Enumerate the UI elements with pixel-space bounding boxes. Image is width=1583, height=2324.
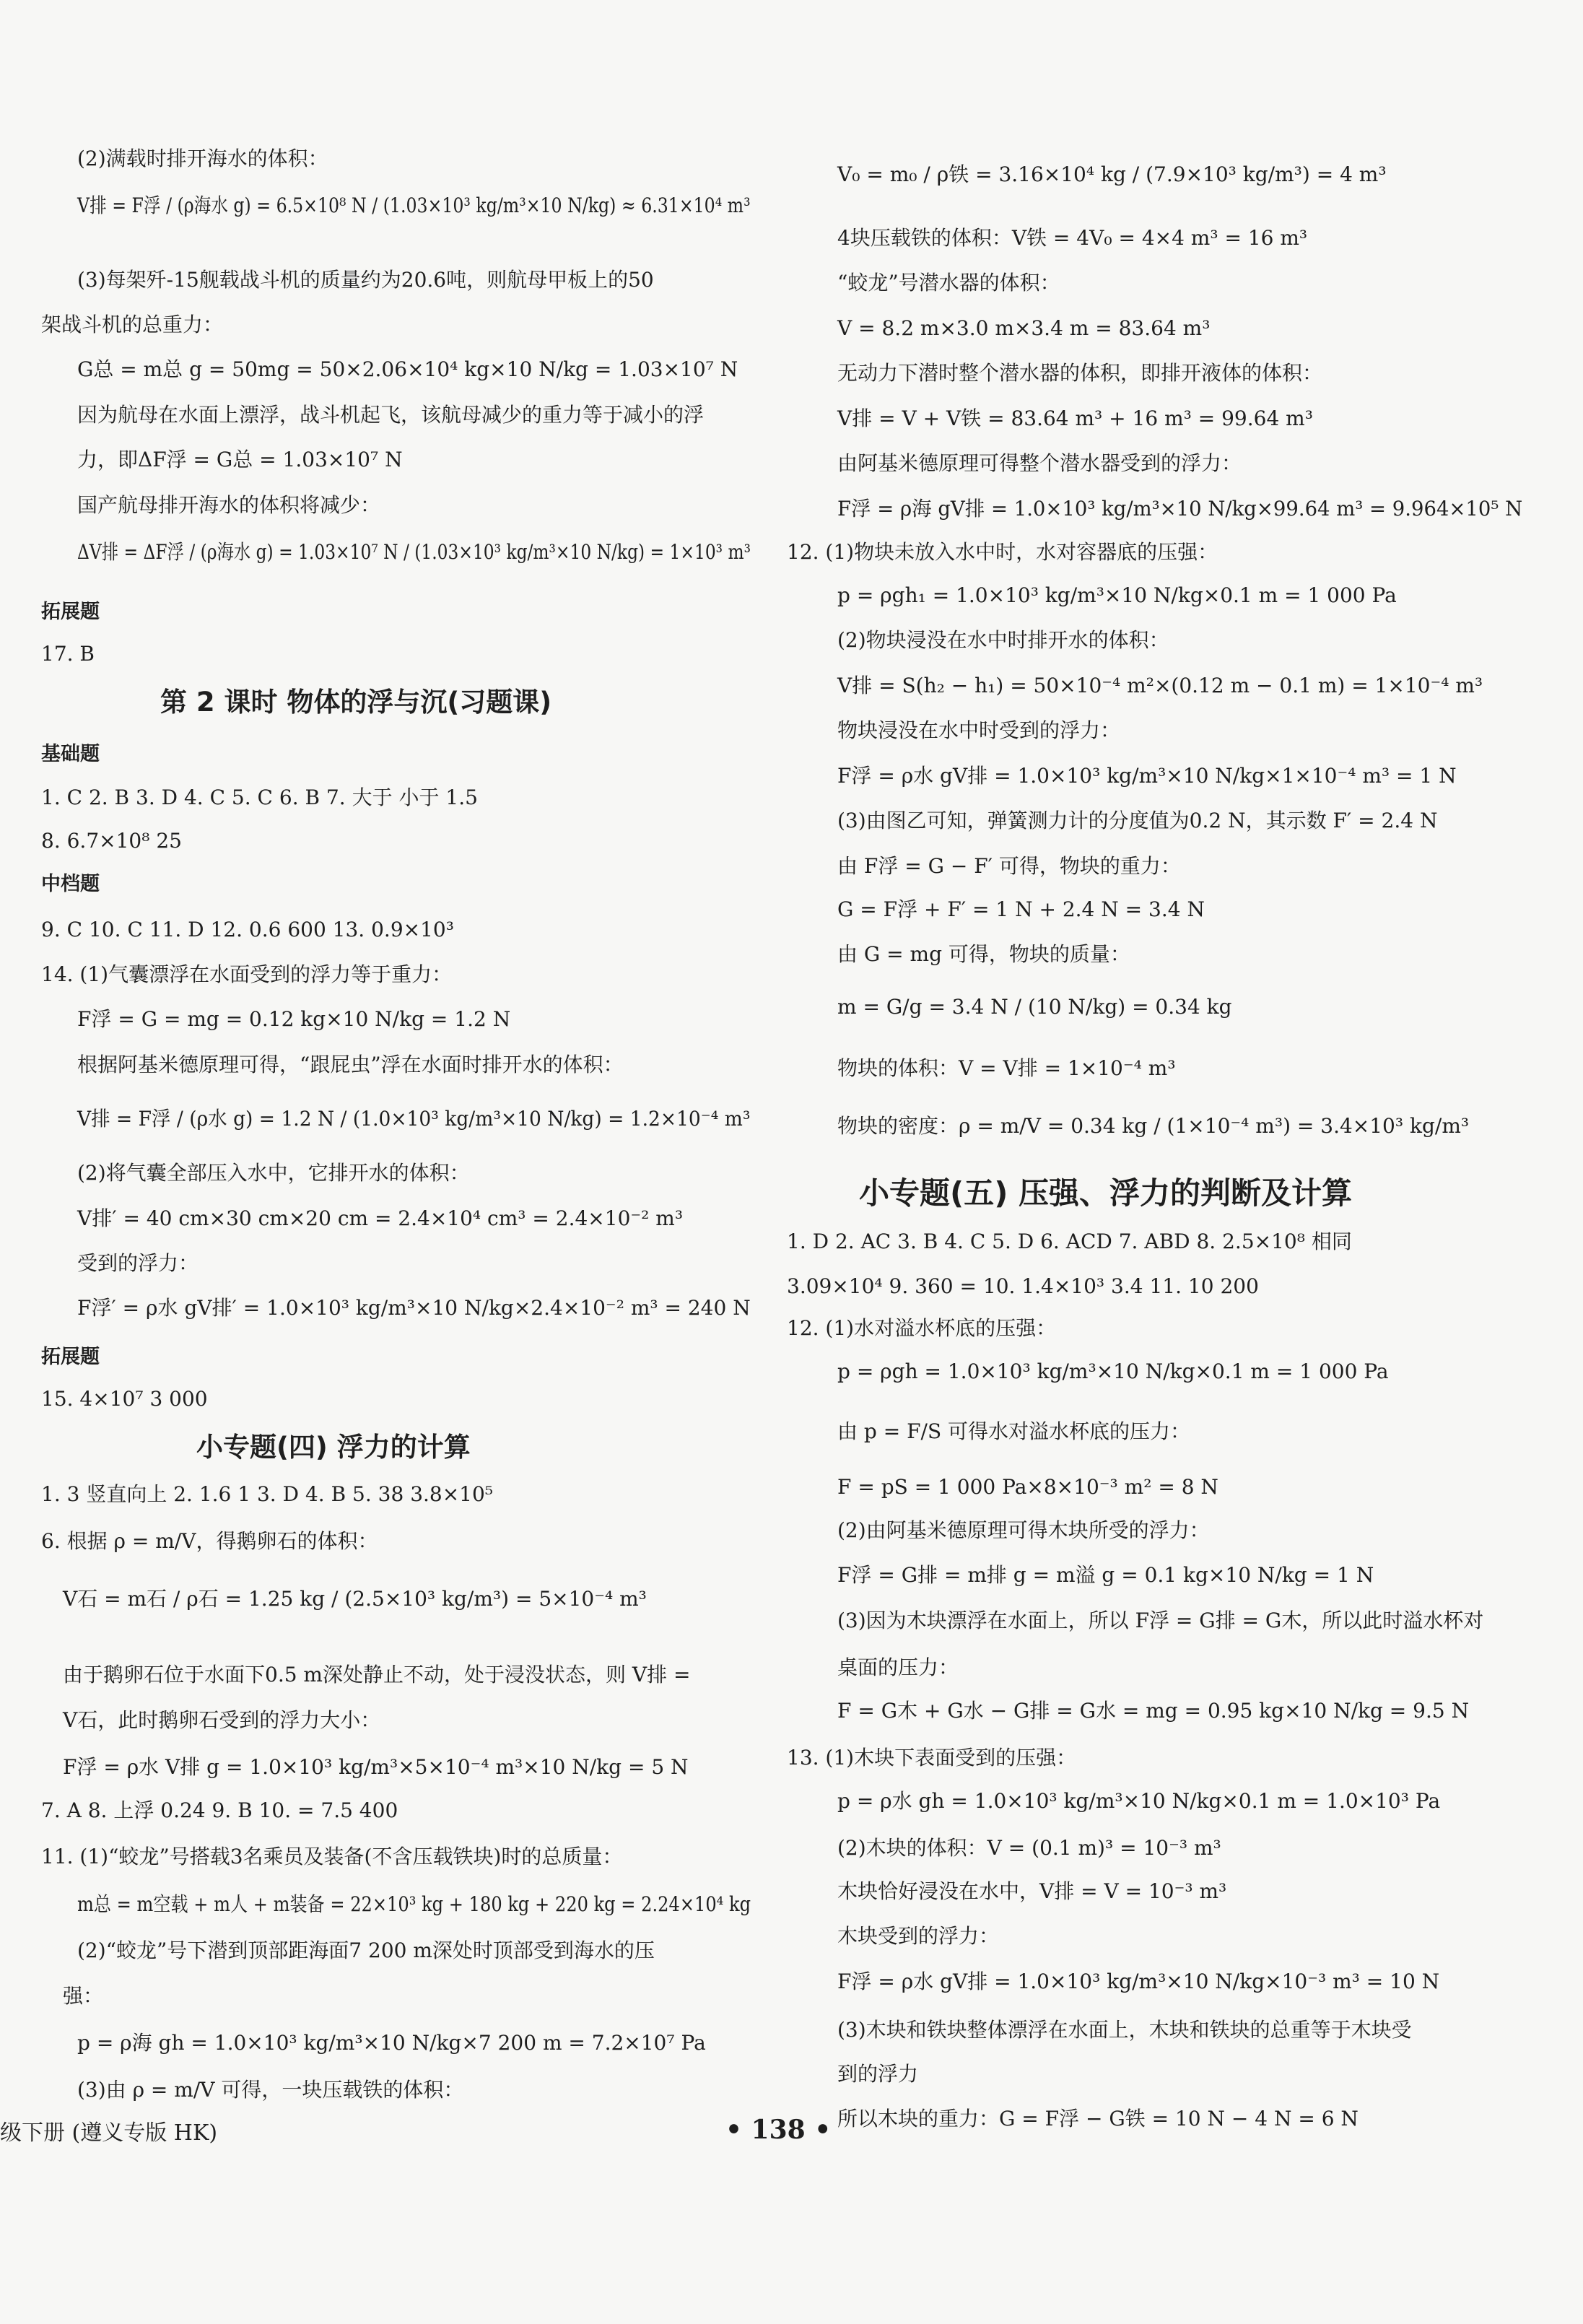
section-heading: 拓展题 bbox=[41, 601, 100, 623]
text-line: (2)将气囊全部压入水中，它排开水的体积： bbox=[77, 1161, 470, 1185]
answer-line: 17. B bbox=[41, 642, 95, 666]
text-line: F浮 = ρ水 gV排 = 1.0×10³ kg/m³×10 N/kg×1×10⁻⁴ m³ = 1 N bbox=[837, 764, 1457, 788]
text-line: 由于鹅卵石位于水面下0.5 m深处静止不动，处于浸没状态，则 V排 = bbox=[63, 1663, 691, 1687]
text-line: 4块压载铁的体积：V铁 = 4V₀ = 4×4 m³ = 16 m³ bbox=[837, 226, 1308, 250]
text-line: F浮′ = ρ水 gV排′ = 1.0×10³ kg/m³×10 N/kg×2.4×10⁻² m³ = 240 N bbox=[77, 1296, 751, 1320]
answer-line: 7. A 8. 上浮 0.24 9. B 10. = 7.5 400 bbox=[41, 1798, 398, 1822]
text-line: G = F浮 + F′ = 1 N + 2.4 N = 3.4 N bbox=[837, 897, 1205, 921]
text-line: 由 G = mg 可得，物块的质量： bbox=[837, 942, 1130, 966]
text-line: m总 = m空载 + m人 + m装备 = 22×10³ kg + 180 kg + 220 kg = 2.24×10⁴ kg bbox=[77, 1892, 751, 1916]
text-line: 12. (1)物块未放入水中时，水对容器底的压强： bbox=[787, 540, 1218, 564]
text-line: 13. (1)木块下表面受到的压强： bbox=[787, 1746, 1077, 1770]
page-number: • 138 • bbox=[725, 2115, 832, 2145]
text-line: V排 = V + V铁 = 83.64 m³ + 16 m³ = 99.64 m³ bbox=[837, 406, 1313, 430]
text-line: 物块的体积：V = V排 = 1×10⁻⁴ m³ bbox=[837, 1056, 1176, 1080]
text-line: 物块浸没在水中时受到的浮力： bbox=[837, 718, 1121, 742]
answer-line: 1. D 2. AC 3. B 4. C 5. D 6. ACD 7. ABD 8. 2.5×10⁸ 相同 bbox=[787, 1230, 1352, 1253]
text-line: 架战斗机的总重力： bbox=[41, 313, 224, 336]
text-line: 力，即ΔF浮 = G总 = 1.03×10⁷ N bbox=[77, 448, 403, 471]
right-column bbox=[772, 0, 1523, 2324]
section-heading: 基础题 bbox=[41, 743, 100, 765]
text-line: 国产航母排开海水的体积将减少： bbox=[77, 493, 381, 517]
text-line: 强： bbox=[63, 1984, 104, 2008]
text-line: 木块受到的浮力： bbox=[837, 1924, 1000, 1948]
text-line: 所以木块的重力：G = F浮 − G铁 = 10 N − 4 N = 6 N bbox=[837, 2107, 1359, 2131]
answer-line: 9. C 10. C 11. D 12. 0.6 600 13. 0.9×10³ bbox=[41, 918, 454, 941]
left-column bbox=[0, 0, 751, 2324]
text-line: 物块的密度：ρ = m/V = 0.34 kg / (1×10⁻⁴ m³) = 3.4×10³ kg/m³ bbox=[837, 1114, 1470, 1138]
text-line: 12. (1)水对溢水杯底的压强： bbox=[787, 1316, 1057, 1340]
text-line: p = ρ水 gh = 1.0×10³ kg/m³×10 N/kg×0.1 m = 1.0×10³ Pa bbox=[837, 1789, 1441, 1813]
text-line: 受到的浮力： bbox=[77, 1251, 199, 1275]
text-line: p = ρ海 gh = 1.0×10³ kg/m³×10 N/kg×7 200 m = 7.2×10⁷ Pa bbox=[77, 2031, 706, 2055]
text-line: 由阿基米德原理可得整个潜水器受到的浮力： bbox=[837, 451, 1242, 475]
answer-line: 3.09×10⁴ 9. 360 = 10. 1.4×10³ 3.4 11. 10 200 bbox=[787, 1274, 1259, 1298]
answer-line: 8. 6.7×10⁸ 25 bbox=[41, 829, 182, 853]
text-line: F = pS = 1 000 Pa×8×10⁻³ m² = 8 N bbox=[837, 1475, 1218, 1499]
answer-line: 15. 4×10⁷ 3 000 bbox=[41, 1387, 208, 1411]
text-line: 木块恰好浸没在水中，V排 = V = 10⁻³ m³ bbox=[837, 1879, 1227, 1903]
text-line: V排′ = 40 cm×30 cm×20 cm = 2.4×10⁴ cm³ = 2.4×10⁻² m³ bbox=[77, 1206, 684, 1230]
text-line: 11. (1)“蛟龙”号搭载3名乘员及装备(不含压载铁块)时的总质量： bbox=[41, 1845, 623, 1868]
text-line: V₀ = m₀ / ρ铁 = 3.16×10⁴ kg / (7.9×10³ kg/m³) = 4 m³ bbox=[837, 162, 1387, 186]
text-line: (2)“蛟龙”号下潜到顶部距海面7 200 m深处时顶部受到海水的压 bbox=[77, 1938, 655, 1962]
text-line: ΔV排 = ΔF浮 / (ρ海水 g) = 1.03×10⁷ N / (1.03×10³ kg/m³×10 N/kg) = 1×10³ m³ bbox=[77, 540, 751, 564]
text-line: F浮 = ρ水 gV排 = 1.0×10³ kg/m³×10 N/kg×10⁻³ m³ = 10 N bbox=[837, 1970, 1440, 1993]
text-line: F浮 = ρ海 gV排 = 1.0×10³ kg/m³×10 N/kg×99.64 m³ = 9.964×10⁵ N bbox=[837, 497, 1523, 521]
text-line: V排 = F浮 / (ρ海水 g) = 6.5×10⁸ N / (1.03×10³ kg/m³×10 N/kg) ≈ 6.31×10⁴ m³ bbox=[77, 193, 751, 217]
lesson-title: 小专题(四) 浮力的计算 bbox=[196, 1432, 471, 1463]
text-line: G总 = m总 g = 50mg = 50×2.06×10⁴ kg×10 N/kg = 1.03×10⁷ N bbox=[77, 357, 738, 381]
answer-line: 1. 3 竖直向上 2. 1.6 1 3. D 4. B 5. 38 3.8×10⁵ bbox=[41, 1482, 494, 1506]
text-line: 由 p = F/S 可得水对溢水杯底的压力： bbox=[837, 1419, 1191, 1443]
section-heading: 中档题 bbox=[41, 873, 100, 895]
text-line: V排 = S(h₂ − h₁) = 50×10⁻⁴ m²×(0.12 m − 0.1 m) = 1×10⁻⁴ m³ bbox=[837, 674, 1483, 697]
text-line: 桌面的压力： bbox=[837, 1655, 959, 1679]
text-line: (3)由 ρ = m/V 可得，一块压载铁的体积： bbox=[77, 2078, 464, 2102]
footer-edition: 级下册 (遵义专版 HK) bbox=[0, 2120, 218, 2146]
text-line: F = G木 + G水 − G排 = G水 = mg = 0.95 kg×10 N/kg = 9.5 N bbox=[837, 1699, 1470, 1723]
text-line: 无动力下潜时整个潜水器的体积，即排开液体的体积： bbox=[837, 361, 1323, 385]
answer-line: 1. C 2. B 3. D 4. C 5. C 6. B 7. 大于 小于 1.5 bbox=[41, 785, 478, 809]
text-line: F浮 = ρ水 V排 g = 1.0×10³ kg/m³×5×10⁻⁴ m³×10 N/kg = 5 N bbox=[63, 1755, 689, 1779]
text-line: V = 8.2 m×3.0 m×3.4 m = 83.64 m³ bbox=[837, 316, 1211, 340]
lesson-title: 第 2 课时 物体的浮与沉(习题课) bbox=[160, 687, 552, 718]
text-line: F浮 = G = mg = 0.12 kg×10 N/kg = 1.2 N bbox=[77, 1007, 511, 1031]
text-line: F浮 = G排 = m排 g = m溢 g = 0.1 kg×10 N/kg = 1 N bbox=[837, 1563, 1374, 1587]
text-line: V石，此时鹅卵石受到的浮力大小： bbox=[63, 1708, 381, 1732]
text-line: V石 = m石 / ρ石 = 1.25 kg / (2.5×10³ kg/m³) = 5×10⁻⁴ m³ bbox=[63, 1587, 647, 1611]
text-line: p = ρgh = 1.0×10³ kg/m³×10 N/kg×0.1 m = 1 000 Pa bbox=[837, 1359, 1389, 1383]
text-line: “蛟龙”号潜水器的体积： bbox=[837, 271, 1060, 295]
text-line: p = ρgh₁ = 1.0×10³ kg/m³×10 N/kg×0.1 m = 1 000 Pa bbox=[837, 583, 1397, 607]
text-line: 到的浮力 bbox=[837, 2062, 919, 2086]
text-line: (3)每架歼-15舰载战斗机的质量约为20.6吨，则航母甲板上的50 bbox=[77, 268, 654, 292]
text-line: (3)木块和铁块整体漂浮在水面上，木块和铁块的总重等于木块受 bbox=[837, 2018, 1412, 2042]
text-line: V排 = F浮 / (ρ水 g) = 1.2 N / (1.0×10³ kg/m³×10 N/kg) = 1.2×10⁻⁴ m³ bbox=[77, 1107, 751, 1131]
text-line: (2)木块的体积：V = (0.1 m)³ = 10⁻³ m³ bbox=[837, 1836, 1221, 1860]
text-line: 根据阿基米德原理可得，“跟屁虫”浮在水面时排开水的体积： bbox=[77, 1053, 624, 1076]
text-line: 因为航母在水面上漂浮，战斗机起飞，该航母减少的重力等于减小的浮 bbox=[77, 403, 705, 427]
text-line: (2)满载时排开海水的体积： bbox=[77, 147, 328, 170]
text-line: 由 F浮 = G − F′ 可得，物块的重力： bbox=[837, 854, 1181, 878]
lesson-title: 小专题(五) 压强、浮力的判断及计算 bbox=[859, 1175, 1353, 1211]
text-line: m = G/g = 3.4 N / (10 N/kg) = 0.34 kg bbox=[837, 995, 1232, 1019]
text-line: (2)物块浸没在水中时排开水的体积： bbox=[837, 628, 1169, 652]
text-line: 6. 根据 ρ = m/V，得鹅卵石的体积： bbox=[41, 1529, 378, 1553]
section-heading: 拓展题 bbox=[41, 1346, 100, 1368]
text-line: (2)由阿基米德原理可得木块所受的浮力： bbox=[837, 1518, 1210, 1542]
text-line: (3)因为木块漂浮在水面上，所以 F浮 = G排 = G木，所以此时溢水杯对 bbox=[837, 1609, 1484, 1632]
text-line: (3)由图乙可知，弹簧测力计的分度值为0.2 N，其示数 F′ = 2.4 N bbox=[837, 809, 1438, 832]
text-line: 14. (1)气囊漂浮在水面受到的浮力等于重力： bbox=[41, 962, 453, 986]
